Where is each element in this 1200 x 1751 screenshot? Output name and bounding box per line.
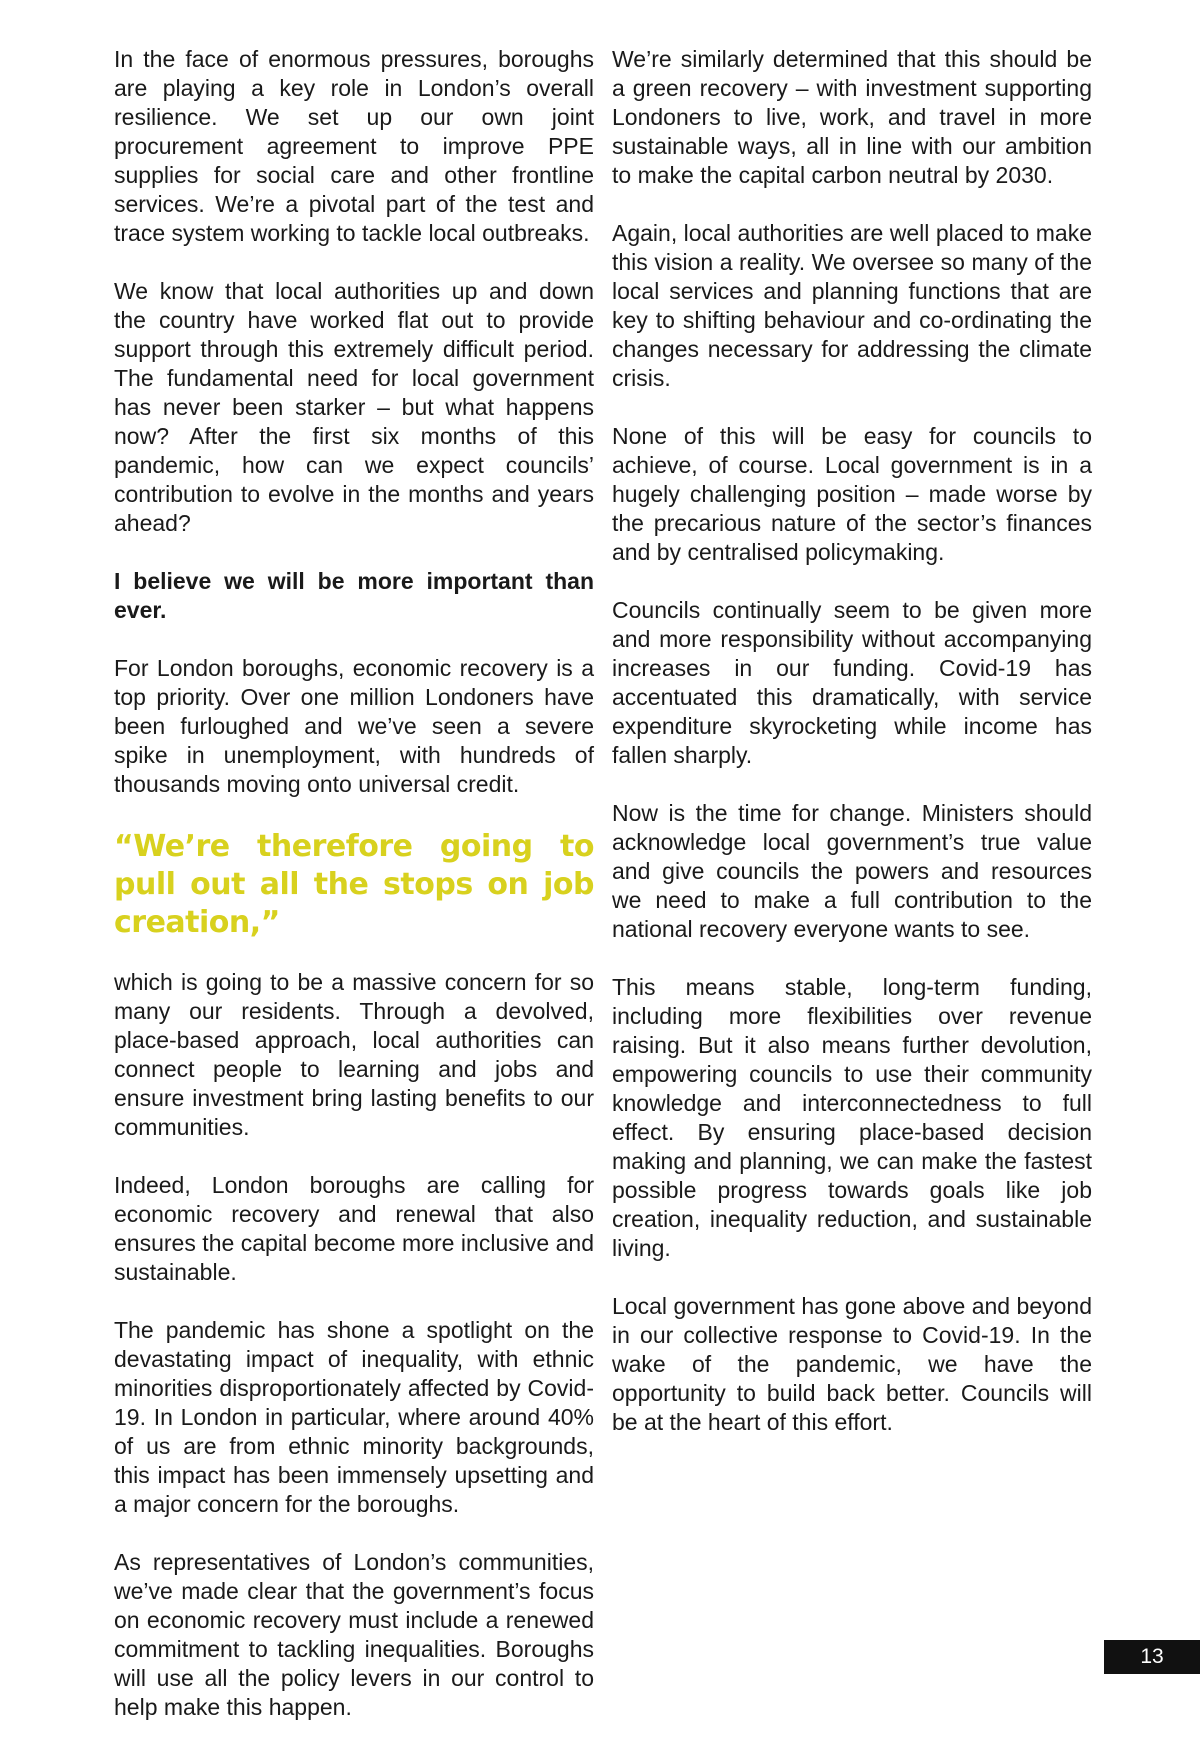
paragraph: We know that local authorities up and down the country have worked flat out to provide support through this extremely difficult period. The fundamental need for local government has never been starker – but what happens now? After the first six months of this pandemic, how can we expect councils’ contribution to evolve in the months and years ahead?	[114, 278, 594, 536]
bold-statement: I believe we will be more important than ever.	[114, 568, 594, 623]
paragraph: Local government has gone above and beyond in our collective response to Covid-19. In the wake of the pandemic, we have the opportunity to build back better. Councils will be at the heart of this effort.	[612, 1293, 1092, 1435]
paragraph: As representatives of London’s communities, we’ve made clear that the government’s focus on economic recovery must include a renewed commitment to tackling inequalities. Boroughs will use all the policy levers in our control to help make this happen.	[114, 1549, 594, 1720]
paragraph: For London boroughs, economic recovery is a top priority. Over one million Londoners have been furloughed and we’ve seen a severe spike in unemployment, with hundreds of thousands moving onto universal credit.	[114, 655, 594, 797]
paragraph: Councils continually seem to be given more and more responsibility without accompanying increases in our funding. Covid-19 has accentuated this dramatically, with service expenditure skyrocketing while income has fallen sharply.	[612, 597, 1092, 768]
left-column	[114, 45, 594, 1751]
pull-quote: “We’re therefore going to pull out all the stops on job creation,”	[114, 829, 594, 940]
right-column	[612, 45, 1092, 1466]
paragraph: This means stable, long-term funding, including more flexibilities over revenue raising. But it also means further devolution, empowering councils to use their community knowledge and interconnectedness to full effect. By ensuring place-based decision making and planning, we can make the fastest possible progress towards goals like job creation, inequality reduction, and sustainable living.	[612, 974, 1092, 1261]
paragraph: None of this will be easy for councils to achieve, of course. Local government is in a hugely challenging position – made worse by the precarious nature of the sector’s finances and by centralised policymaking.	[612, 423, 1092, 565]
paragraph: Again, local authorities are well placed to make this vision a reality. We oversee so many of the local services and planning functions that are key to shifting behaviour and co-ordinating the changes necessary for addressing the climate crisis.	[612, 220, 1092, 391]
paragraph: Indeed, London boroughs are calling for economic recovery and renewal that also ensures the capital become more inclusive and sustainable.	[114, 1172, 594, 1285]
paragraph: which is going to be a massive concern for so many our residents. Through a devolved, place-based approach, local authorities can connect people to learning and jobs and ensure investment bring lasting benefits to our communities.	[114, 969, 594, 1140]
paragraph: We’re similarly determined that this should be a green recovery – with investment supporting Londoners to live, work, and travel in more sustainable ways, all in line with our ambition to make the capital carbon neutral by 2030.	[612, 46, 1092, 188]
paragraph: The pandemic has shone a spotlight on the devastating impact of inequality, with ethnic minorities disproportionately affected by Covid-19. In London in particular, where around 40% of us are from ethnic minority backgrounds, this impact has been immensely upsetting and a major concern for the boroughs.	[114, 1317, 594, 1517]
paragraph: Now is the time for change. Ministers should acknowledge local government’s true value and give councils the powers and resources we need to make a full contribution to the national recovery everyone wants to see.	[612, 800, 1092, 942]
paragraph: In the face of enormous pressures, boroughs are playing a key role in London’s overall resilience. We set up our own joint procurement agreement to improve PPE supplies for social care and other frontline services. We’re a pivotal part of the test and trace system working to tackle local outbreaks.	[114, 46, 594, 246]
page-number: 13	[1104, 1640, 1200, 1674]
